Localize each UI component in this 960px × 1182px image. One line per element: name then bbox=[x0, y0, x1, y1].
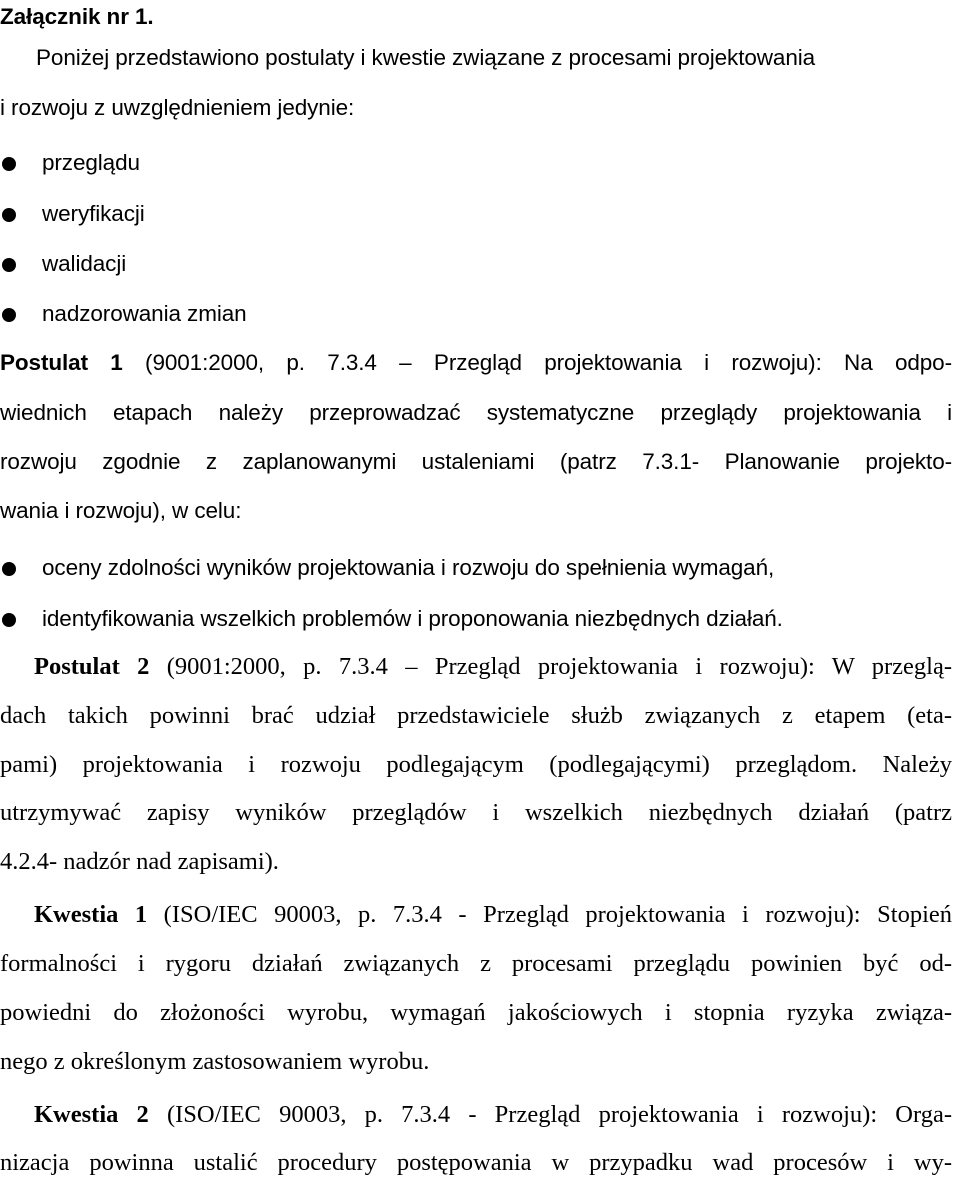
postulat-1-line-3: rozwoju zgodnie z zaplanowanymi ustaleniami (patrz 7.3.1- Planowanie projekto- bbox=[0, 449, 952, 474]
kwestia-1-line-1: Kwestia 1 (ISO/IEC 90003, p. 7.3.4 - Przegląd projektowania i rozwoju): Stopień bbox=[34, 901, 952, 928]
postulat-2-line-4: utrzymywać zapisy wyników przeglądów i wszelkich niezbędnych działań (patrz bbox=[0, 799, 952, 826]
kwestia-1-line-2: formalności i rygoru działań związanych z procesami przeglądu powinien być od- bbox=[0, 950, 952, 977]
kwestia-1-line-3: powiedni do złożoności wyrobu, wymagań jakościowych i stopnia ryzyka związa- bbox=[0, 999, 952, 1026]
postulat-1-label: Postulat 1 bbox=[0, 350, 123, 375]
postulat-2-line-5: 4.2.4- nadzór nad zapisami). bbox=[0, 848, 279, 875]
kwestia-1-label: Kwestia 1 bbox=[34, 901, 148, 928]
postulat-2-line-3: pami) projektowania i rozwoju podlegającym (podlegającymi) przeglądom. Należy bbox=[0, 751, 952, 778]
intro-line-1: Poniżej przedstawiono postulaty i kwestie związane z procesami projektowania bbox=[36, 45, 816, 70]
postulat-1-line-2: wiednich etapach należy przeprowadzać systematyczne przeglądy projektowania i bbox=[0, 400, 952, 425]
postulat-2-line-2: dach takich powinni brać udział przedstawiciele służb związanych z etapem (eta- bbox=[0, 702, 952, 729]
intro-line-2: i rozwoju z uwzględnieniem jedynie: bbox=[0, 95, 355, 120]
kwestia-1-line-4: nego z określonym zastosowaniem wyrobu. bbox=[0, 1048, 430, 1075]
kwestia-2-line-1: Kwestia 2 (ISO/IEC 90003, p. 7.3.4 - Przegląd projektowania i rozwoju): Orga- bbox=[34, 1101, 952, 1128]
postulat-1-line-4: wania i rozwoju), w celu: bbox=[0, 498, 242, 523]
postulat-2-label: Postulat 2 bbox=[34, 653, 150, 680]
bullet-icon bbox=[2, 157, 16, 171]
postulat-1-line-1: Postulat 1 (9001:2000, p. 7.3.4 – Przegląd projektowania i rozwoju): Na odpo- bbox=[0, 350, 952, 375]
bullet-icon bbox=[2, 258, 16, 272]
kwestia-2-line-2: nizacja powinna ustalić procedury postępowania w przypadku wad procesów i wy- bbox=[0, 1149, 952, 1176]
document-page: Załącznik nr 1. Poniżej przedstawiono postulaty i kwestie związane z procesami projektowania i rozwoju z uwzględnieniem jedynie: przeglądu weryfikacji walidacji nadzorowania zmian Postulat 1 (9001:2000, p. 7.3.4 – Przegląd projektowania i rozwoju): Na odpo- wiednich etapach należy przeprowadzać systematyczne przeglądy projektowania i rozwoju zgodnie z zaplanowanymi ustaleniami (patrz 7.3.1- Planowanie projekto- wania i rozwoju), w celu: oceny zdolności wyników projektowania i rozwoju do spełnienia wymagań, identyfikowania wszelkich problemów i proponowania niezbędnych działań. Postulat 2 (9001:2000, p. 7.3.4 – Przegląd projektowania i rozwoju): W przeglą- dach takich powinni brać udział przedstawiciele służb związanych z etapem (eta- pami) projektowania i rozwoju podlegającym (podlegającymi) przeglądom. Należy utrzymywać zapisy wyników przeglądów i wszelkich niezbędnych działań (patrz 4.2.4- nadzór nad zapisami). Kwestia 1 (ISO/IEC 90003, p. 7.3.4 - Przegląd projektowania i rozwoju): Stopień formalności i rygoru działań związanych z procesami przeglądu powinien być od- powiedni do złożoności wyrobu, wymagań jakościowych i stopnia ryzyka związa- nego z określonym zastosowaniem wyrobu. Kwestia 2 (ISO/IEC 90003, p. 7.3.4 - Przegląd projektowania i rozwoju): Orga- nizacja powinna ustalić procedury postępowania w przypadku wad procesów i wy- bbox=[0, 0, 960, 1182]
bullet-icon bbox=[2, 562, 16, 576]
postulat-2-line-1: Postulat 2 (9001:2000, p. 7.3.4 – Przegląd projektowania i rozwoju): W przeglą- bbox=[34, 653, 952, 680]
bullet-icon bbox=[2, 613, 16, 627]
page-heading: Załącznik nr 1. bbox=[0, 4, 154, 29]
kwestia-2-label: Kwestia 2 bbox=[34, 1101, 149, 1128]
bullet-icon bbox=[2, 208, 16, 222]
bullet-icon bbox=[2, 308, 16, 322]
